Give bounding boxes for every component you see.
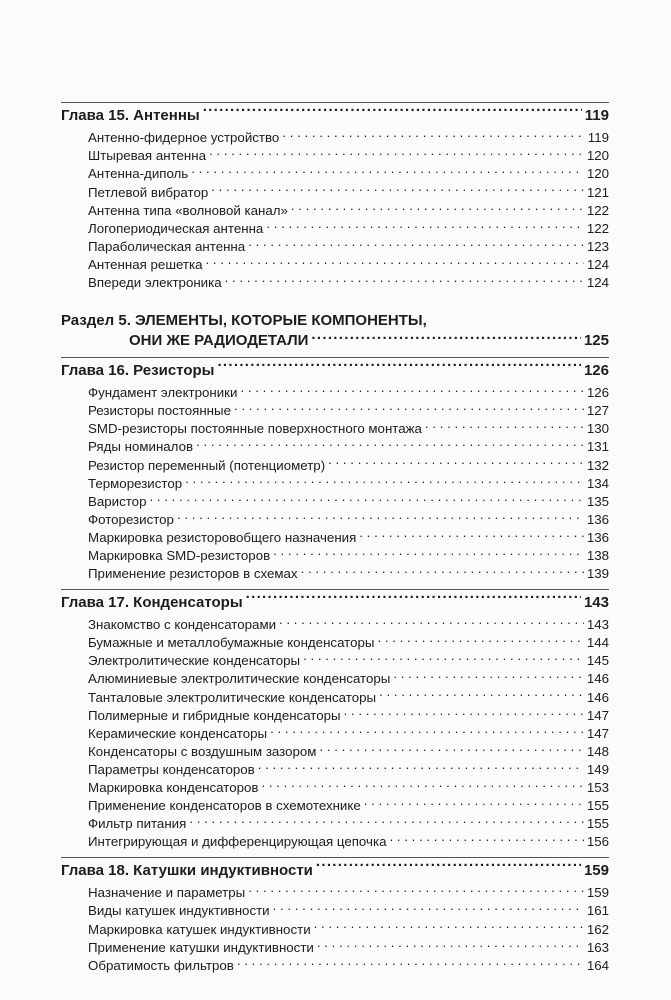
chapter-heading [61,102,609,129]
leader-dots [209,147,584,160]
leader-dots [234,402,584,415]
entry-title: Варистор [88,493,147,509]
entry-page: 149 [586,761,609,777]
section-title-line1: Раздел 5. ЭЛЕМЕНТЫ, КОТОРЫЕ КОМПОНЕНТЫ, [61,311,427,329]
leader-dots [240,384,583,397]
leader-dots [393,670,583,683]
entry-title: Конденсаторы с воздушным зазором [88,743,317,759]
entry-page: 156 [586,834,609,850]
chapter-entries [61,129,609,292]
leader-dots [344,706,584,719]
toc-entry [61,797,609,815]
entry-page: 131 [586,439,609,455]
entry-title: Резистор переменный (потенциометр) [88,457,326,473]
toc-entry [61,274,609,292]
leader-dots [225,274,584,287]
leader-dots [217,360,581,375]
entry-title: Фундамент электроники [88,385,238,401]
chapter-title: Глава 17. Конденсаторы [61,593,243,611]
toc-entry [61,743,609,761]
chapter-page: 159 [583,862,609,880]
entry-title: Антенная решетка [88,256,203,272]
entry-page: 124 [586,275,609,291]
entry-title: Танталовые электролитические конденсаторы [88,689,377,705]
entry-title: Маркировка SMD-резисторов [88,547,271,563]
entry-title: Впереди электроника [88,275,222,291]
leader-dots [266,219,584,232]
toc-entry [61,920,609,938]
leader-dots [189,815,584,828]
leader-dots [328,456,584,469]
entry-page: 136 [586,529,609,545]
leader-dots [301,565,584,578]
toc-entry [61,201,609,219]
toc-entry [61,438,609,456]
entry-page: 155 [586,816,609,832]
entry-page: 161 [586,903,609,919]
chapter-title: Глава 15. Антенны [61,107,200,124]
entry-title: Антенно-фидерное устройство [88,130,280,146]
entry-title: Применение конденсаторов в схемотехнике [88,798,361,814]
entry-page: 145 [586,653,609,669]
toc-entry [61,652,609,670]
entry-page: 159 [586,885,609,901]
chapter-heading [61,357,609,384]
leader-dots [258,761,584,774]
leader-dots [206,256,584,269]
toc-entry [61,938,609,956]
entry-title: Фоторезистор [88,511,174,527]
entry-page: 146 [586,671,609,687]
entry-title: Применение резисторов в схемах [88,566,298,582]
chapter-entries [61,884,609,974]
toc-entry [61,402,609,420]
entry-page: 119 [587,130,609,146]
leader-dots [359,529,584,542]
leader-dots [319,743,583,756]
entry-title: Фильтр питания [88,816,187,832]
toc-entry [61,165,609,183]
leader-dots [248,238,584,251]
entry-page: 124 [586,256,609,272]
entry-page: 148 [586,743,609,759]
toc-entry [61,833,609,851]
leader-dots [211,183,584,196]
toc-entry [61,884,609,902]
chapter-entries [61,384,609,583]
leader-dots [273,547,584,560]
entry-page: 136 [586,511,609,527]
toc-entry [61,634,609,652]
entry-page: 163 [586,939,609,955]
entry-page: 122 [586,220,609,236]
entry-title: Петлевой вибратор [88,184,209,200]
entry-title: Обратимость фильтров [88,957,234,973]
leader-dots [149,492,583,505]
leader-dots [185,474,584,487]
entry-page: 143 [586,617,609,633]
leader-dots [270,724,584,737]
leader-dots [261,779,583,792]
leader-dots [377,634,583,647]
entry-title: Параметры конденсаторов [88,761,255,777]
toc-entry [61,219,609,237]
chapter-page: 143 [583,593,609,611]
entry-title: Антенна типа «волновой канал» [88,202,288,218]
leader-dots [316,860,581,875]
toc-entry [61,384,609,402]
entry-page: 120 [586,166,609,182]
entry-page: 132 [586,457,609,473]
toc-entry [61,183,609,201]
chapter-page: 119 [584,107,609,124]
entry-page: 144 [586,635,609,651]
toc-entry [61,902,609,920]
leader-dots [191,165,584,178]
toc-entry [61,815,609,833]
leader-dots [303,652,584,665]
entry-title: Знакомство с конденсаторами [88,617,277,633]
entry-page: 135 [586,493,609,509]
entry-title: Керамические конденсаторы [88,725,268,741]
toc-entry [61,565,609,583]
leader-dots [425,420,584,433]
entry-title: Интегрирующая и дифференцирующая цепочка [88,834,387,850]
toc-entry [61,492,609,510]
leader-dots [177,511,584,524]
chapter-title: Глава 16. Резисторы [61,361,215,379]
entry-page: 134 [586,475,609,491]
entry-title: Электролитические конденсаторы [88,653,301,669]
entry-title: Полимерные и гибридные конденсаторы [88,707,341,723]
toc-entry [61,761,609,779]
leader-dots [291,201,584,214]
entry-title: Виды катушек индуктивности [88,903,270,919]
toc-entry [61,129,609,147]
toc-entry [61,724,609,742]
entry-page: 155 [586,798,609,814]
entry-title: Резисторы постоянные [88,403,231,419]
toc-entry [61,456,609,474]
leader-dots [311,330,581,345]
entry-page: 120 [586,148,609,164]
entry-page: 126 [586,385,609,401]
entry-page: 127 [586,403,609,419]
entry-title: Логопериодическая антенна [88,220,264,236]
toc-entry [61,616,609,634]
entry-page: 123 [586,238,609,254]
toc-entry [61,779,609,797]
leader-dots [273,902,584,915]
leader-dots [203,105,582,120]
leader-dots [237,956,584,969]
entry-page: 122 [586,202,609,218]
table-of-contents [61,102,609,975]
leader-dots [379,688,584,701]
leader-dots [196,438,584,451]
toc-entry [61,706,609,724]
entry-title: Параболическая антенна [88,238,246,254]
entry-page: 130 [586,421,609,437]
chapter-entries [61,616,609,851]
entry-title: Применение катушки индуктивности [88,939,314,955]
entry-page: 164 [586,957,609,973]
entry-page: 121 [586,184,609,200]
entry-title: Бумажные и металлобумажные конденсаторы [88,635,375,651]
entry-title: SMD-резисторы постоянные поверхностного монтажа [88,421,422,437]
leader-dots [246,592,581,607]
leader-dots [279,616,584,629]
entry-page: 153 [586,780,609,796]
entry-page: 147 [586,725,609,741]
toc-entry [61,547,609,565]
section-title-line2: ОНИ ЖЕ РАДИОДЕТАЛИ [129,331,309,349]
leader-dots [364,797,584,810]
entry-title: Ряды номиналов [88,439,194,455]
entry-title: Штыревая антенна [88,148,206,164]
toc-entry [61,670,609,688]
entry-title: Терморезистор [88,475,183,491]
entry-title: Назначение и параметры [88,885,246,901]
leader-dots [389,833,583,846]
toc-entry [61,688,609,706]
section-page: 125 [583,331,609,349]
chapter-heading [61,589,609,616]
entry-title: Алюминиевые электролитические конденсаторы [88,671,391,687]
chapter-title: Глава 18. Катушки индуктивности [61,862,313,880]
entry-page: 139 [586,566,609,582]
entry-page: 146 [586,689,609,705]
leader-dots [314,920,584,933]
toc-entry [61,956,609,974]
leader-dots [248,884,584,897]
section-heading [61,311,609,351]
entry-title: Маркировка резисторовобщего назначения [88,529,357,545]
entry-title: Антенна-диполь [88,166,189,182]
toc-entry [61,238,609,256]
toc-entry [61,147,609,165]
entry-title: Маркировка катушек индуктивности [88,921,311,937]
toc-entry [61,511,609,529]
toc-entry [61,529,609,547]
toc-entry [61,256,609,274]
leader-dots [282,129,584,142]
entry-title: Маркировка конденсаторов [88,780,259,796]
entry-page: 162 [586,921,609,937]
chapter-page: 126 [583,361,609,379]
toc-entry [61,420,609,438]
leader-dots [317,938,584,951]
chapter-heading [61,857,609,884]
section-title-row [61,330,609,351]
entry-page: 138 [586,547,609,563]
entry-page: 147 [586,707,609,723]
toc-entry [61,474,609,492]
